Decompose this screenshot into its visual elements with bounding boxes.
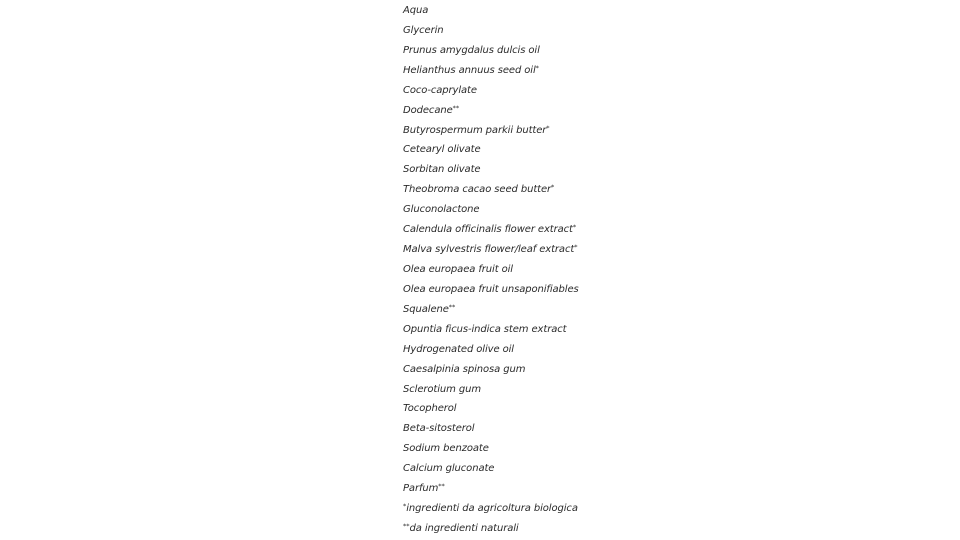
ingredient-name: Calcium gluconate <box>403 463 495 475</box>
ingredient-mark: ** <box>438 482 445 491</box>
ingredient-mark: * <box>574 243 578 252</box>
ingredient-name: Parfum <box>403 483 439 495</box>
ingredient-name: Beta-sitosterol <box>403 423 475 435</box>
ingredient-name: Theobroma cacao seed butter <box>403 184 552 196</box>
ingredient-name: Olea europaea fruit oil <box>403 263 513 275</box>
ingredient-item <box>403 299 579 319</box>
ingredient-mark: * <box>546 123 550 132</box>
ingredient-name: Coco-caprylate <box>403 84 477 96</box>
ingredient-item <box>403 139 579 159</box>
ingredient-name: Gluconolactone <box>403 204 480 216</box>
ingredient-list <box>403 0 579 538</box>
ingredient-item <box>403 199 579 219</box>
ingredient-name: Malva sylvestris flower/leaf extract <box>403 244 575 256</box>
ingredient-mark: ** <box>452 103 460 112</box>
footnote-text: da ingredienti naturali <box>409 522 519 534</box>
ingredient-item <box>403 120 579 140</box>
ingredient-name: Squalene <box>403 303 449 315</box>
ingredient-item <box>403 279 579 299</box>
ingredient-name: Glycerin <box>403 24 444 36</box>
ingredient-item <box>403 219 579 239</box>
ingredient-item <box>403 359 579 379</box>
ingredient-item <box>403 20 579 40</box>
ingredient-mark: * <box>572 223 577 232</box>
ingredient-item <box>403 40 579 60</box>
ingredient-mark: ** <box>448 302 456 311</box>
ingredient-item <box>403 339 579 359</box>
ingredient-item <box>403 259 579 279</box>
footnote-mark: * <box>403 502 407 511</box>
ingredient-item <box>403 478 579 498</box>
ingredient-item <box>403 0 579 20</box>
ingredient-mark: * <box>535 63 539 72</box>
footnote-text: ingredienti da agricoltura biologica <box>406 503 578 515</box>
ingredient-item <box>403 60 579 80</box>
ingredient-name: Cetearyl olivate <box>403 144 481 156</box>
ingredient-name: Sodium benzoate <box>403 443 489 455</box>
ingredient-item <box>403 100 579 120</box>
ingredient-name: Helianthus annuus seed oil <box>403 64 536 76</box>
ingredient-item <box>403 239 579 259</box>
ingredient-item <box>403 80 579 100</box>
ingredient-mark: * <box>551 183 555 192</box>
ingredient-name: Opuntia ficus-indica stem extract <box>403 323 567 335</box>
footnote-natural <box>403 518 579 538</box>
ingredient-name: Tocopherol <box>403 403 457 415</box>
ingredient-name: Prunus amygdalus dulcis oil <box>403 44 540 56</box>
ingredient-name: Caesalpinia spinosa gum <box>403 363 526 375</box>
ingredient-name: Butyrospermum parkii butter <box>403 124 547 136</box>
ingredient-item <box>403 418 579 438</box>
ingredient-item <box>403 319 579 339</box>
ingredient-item <box>403 438 579 458</box>
footnote-organic <box>403 498 579 518</box>
ingredient-name: Calendula officinalis flower extract <box>403 224 573 236</box>
ingredient-name: Hydrogenated olive oil <box>403 343 514 355</box>
ingredient-item <box>403 379 579 399</box>
ingredient-item <box>403 458 579 478</box>
ingredient-name: Sclerotium gum <box>403 383 481 395</box>
ingredient-name: Olea europaea fruit unsaponifiables <box>403 283 579 295</box>
ingredient-item <box>403 179 579 199</box>
ingredient-name: Sorbitan olivate <box>403 164 481 176</box>
ingredient-item <box>403 398 579 418</box>
ingredient-name: Aqua <box>403 5 429 16</box>
ingredient-name: Dodecane <box>403 104 453 116</box>
ingredient-item <box>403 159 579 179</box>
footnote-mark: ** <box>403 521 410 530</box>
